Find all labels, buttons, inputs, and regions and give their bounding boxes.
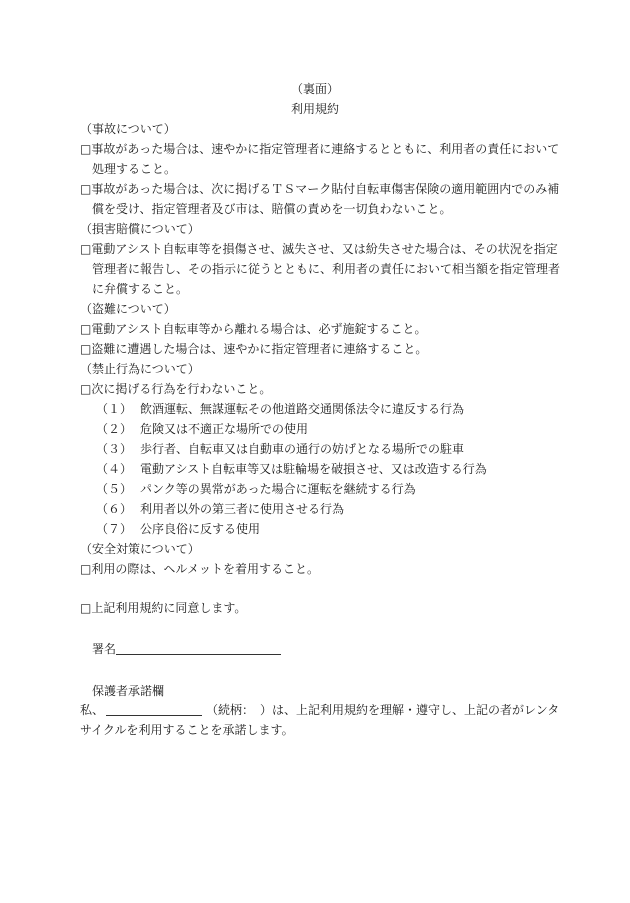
list-item-number: （７）: [96, 522, 133, 536]
clause-text: 処理すること。: [92, 162, 177, 176]
list-item-number: （１）: [96, 402, 133, 416]
clause-text: □事故があった場合は、次に掲げるＴＳマーク貼付自転車傷害保険の適用範囲内でのみ補: [80, 182, 560, 196]
list-item-number: （５）: [96, 482, 133, 496]
signature-row: [92, 639, 572, 659]
clause-text: に弁償すること。: [92, 282, 189, 296]
clause-text: □電動アシスト自転車等を損傷させ、滅失させ、又は紛失させた場合は、その状況を指定: [80, 242, 558, 256]
signature-label: 署名: [92, 642, 117, 656]
list-item-number: （３）: [96, 442, 133, 456]
section-heading-prohibited: （禁止行為について）: [80, 362, 200, 376]
clause-text: 償を受け、指定管理者及び市は、賠償の責めを一切負わないこと。: [92, 202, 452, 216]
clause-text: □事故があった場合は、速やかに指定管理者に連絡するとともに、利用者の責任において: [80, 142, 560, 156]
list-item-number: （２）: [96, 422, 133, 436]
guardian-text-prefix: 私、: [80, 703, 105, 717]
list-item-text: 危険又は不適正な場所での使用: [140, 422, 309, 436]
clause-text: □次に掲げる行為を行わないこと。: [80, 382, 272, 396]
guardian-name-field[interactable]: [106, 701, 202, 716]
list-item-text: 電動アシスト自転車等又は駐輪場を破損させ、又は改造する行為: [140, 462, 487, 476]
list-item-number: （６）: [96, 502, 133, 516]
section-heading-damage: （損害賠償について）: [80, 222, 200, 236]
section-heading-safety: （安全対策について）: [80, 542, 200, 556]
guardian-consent-line-2: サイクルを利用することを承諾します。: [80, 723, 294, 737]
clause-text: 管理者に報告し、その指示に従うとともに、利用者の責任において相当額を指定管理者: [92, 262, 561, 276]
list-item-text: 公序良俗に反する使用: [140, 522, 261, 536]
list-item-text: 歩行者、自転車又は自動車の通行の妨げとなる場所での駐車: [140, 442, 465, 456]
list-item-text: 利用者以外の第三者に使用させる行為: [140, 502, 345, 516]
page-title: 利用規約: [290, 102, 339, 116]
signature-field[interactable]: [116, 640, 281, 655]
guardian-text-suffix: （続柄： ）は、上記利用規約を理解・遵守し、上記の者がレンタ: [206, 703, 560, 717]
list-item-number: （４）: [96, 462, 133, 476]
page-side-label: （裏面）: [290, 82, 339, 96]
guardian-consent-line: [80, 700, 560, 720]
clause-text: □盗難に遭遇した場合は、速やかに指定管理者に連絡すること。: [80, 342, 428, 356]
clause-text: □利用の際は、ヘルメットを着用すること。: [80, 562, 319, 576]
guardian-heading: 保護者承諾欄: [92, 684, 165, 698]
clause-text: □電動アシスト自転車等から離れる場合は、必ず施錠すること。: [80, 322, 427, 336]
section-heading-accident: （事故について）: [80, 122, 176, 136]
list-item-text: 飲酒運転、無謀運転その他道路交通関係法令に違反する行為: [140, 402, 465, 416]
section-heading-theft: （盗難について）: [80, 302, 176, 316]
agreement-checkbox-label[interactable]: □上記利用規約に同意します。: [80, 601, 247, 615]
list-item-text: パンク等の異常があった場合に運転を継続する行為: [140, 482, 416, 496]
